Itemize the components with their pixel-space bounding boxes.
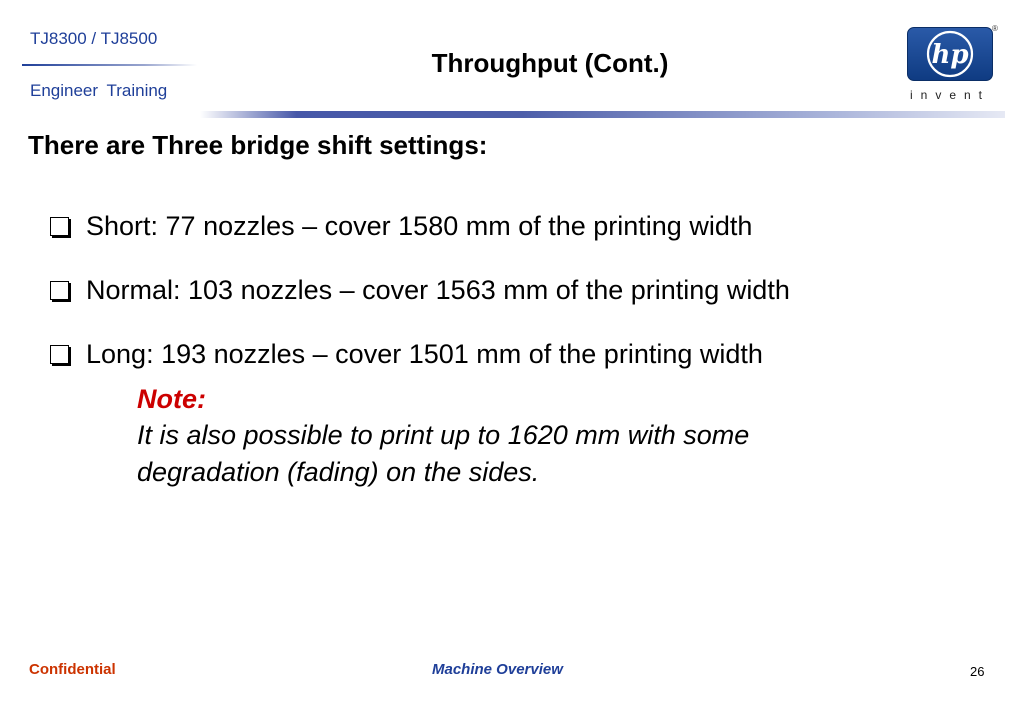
hp-logo-mark-icon	[908, 28, 992, 80]
list-item	[50, 258, 790, 322]
slide-title: Throughput (Cont.)	[431, 48, 669, 78]
checkbox-bullet-icon	[50, 345, 69, 364]
hp-logo-lettering: hp	[931, 40, 969, 70]
note-text: It is also possible to print up to 1620 mm with some degradation (fading) on the sides.	[137, 420, 750, 487]
content-heading: There are Three bridge shift settings:	[28, 130, 488, 160]
note-block	[137, 381, 897, 491]
footer-confidential: Confidential	[29, 661, 116, 678]
bullet-text: Long: 193 nozzles – cover 1501 mm of the printing width	[86, 338, 763, 369]
hp-tagline: invent	[909, 88, 991, 102]
page-number: 26	[970, 664, 985, 679]
hp-logo-badge	[907, 27, 993, 81]
checkbox-bullet-icon	[50, 281, 69, 300]
note-label: Note:	[137, 384, 206, 414]
list-item	[50, 322, 790, 386]
registered-mark: ®	[992, 24, 998, 33]
list-item	[50, 194, 790, 258]
bullet-text: Short: 77 nozzles – cover 1580 mm of the printing width	[86, 210, 753, 241]
bullet-text: Normal: 103 nozzles – cover 1563 mm of the printing width	[86, 274, 790, 305]
bullet-list	[50, 194, 790, 386]
header-divider	[22, 64, 197, 66]
title-underline-bar	[200, 111, 1005, 118]
header-subtitle: Engineer Training	[30, 81, 168, 100]
header-model: TJ8300 / TJ8500	[30, 29, 158, 48]
footer-section-name: Machine Overview	[432, 661, 563, 678]
hp-logo	[902, 24, 998, 104]
checkbox-bullet-icon	[50, 217, 69, 236]
